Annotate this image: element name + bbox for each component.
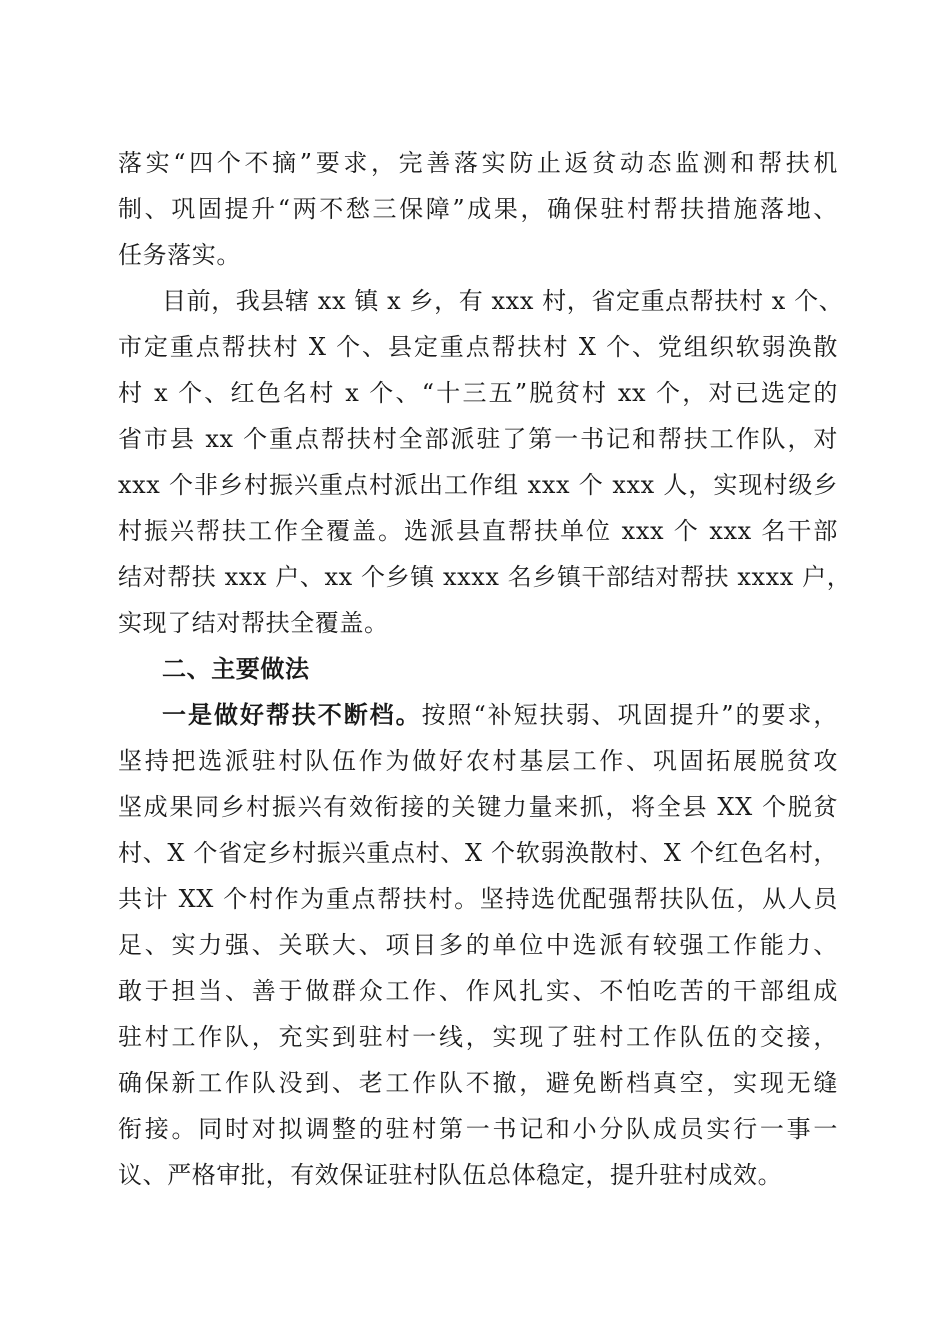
- text-line: 驻村工作队，充实到驻村一线，实现了驻村工作队伍的交接，: [118, 1023, 838, 1051]
- text-line: 任务落实。: [118, 241, 241, 269]
- text-line: [118, 692, 838, 738]
- section-heading-text: 二、主要做法: [162, 655, 310, 683]
- text-line: 市定重点帮扶村 X 个、县定重点帮扶村 X 个、党组织软弱涣散: [118, 333, 838, 361]
- text-line: 落实“四个不摘”要求，完善落实防止返贫动态监测和帮扶机: [118, 149, 838, 177]
- text-line: 村、X 个省定乡村振兴重点村、X 个软弱涣散村、X 个红色名村，: [118, 839, 838, 867]
- text-line: 结对帮扶 xxx 户、xx 个乡镇 xxxx 名乡镇干部结对帮扶 xxxx 户，: [118, 563, 852, 591]
- text-line: 敢于担当、善于做群众工作、作风扎实、不怕吃苦的干部组成: [118, 977, 838, 1005]
- text-line: 足、实力强、关联大、项目多的单位中选派有较强工作能力、: [118, 931, 838, 959]
- text-line: 省市县 xx 个重点帮扶村全部派驻了第一书记和帮扶工作队，对: [118, 425, 838, 453]
- paragraph-current-status: [118, 278, 852, 646]
- section-heading: [118, 646, 838, 692]
- text-line: xxx 个非乡村振兴重点村派出工作组 xxx 个 xxx 人，实现村级乡: [118, 471, 838, 499]
- text-line: 实现了结对帮扶全覆盖。: [118, 609, 389, 637]
- text-line: 确保新工作队没到、老工作队不撤，避免断档真空，实现无缝: [118, 1069, 838, 1097]
- text-line: 坚持把选派驻村队伍作为做好农村基层工作、巩固拓展脱贫攻: [118, 747, 838, 775]
- text-line: 村 x 个、红色名村 x 个、“十三五”脱贫村 xx 个，对已选定的: [118, 379, 838, 407]
- text-line: 目前，我县辖 xx 镇 x 乡，有 xxx 村，省定重点帮扶村 x 个、: [162, 287, 844, 315]
- paragraph-intro: [118, 140, 838, 278]
- text-line: 共计 XX 个村作为重点帮扶村。坚持选优配强帮扶队伍，从人员: [118, 885, 838, 913]
- paragraph-practice-one: [118, 692, 838, 1198]
- paragraph-lead-rest: 按照“补短扶弱、巩固提升”的要求，: [421, 701, 838, 729]
- text-line: 坚成果同乡村振兴有效衔接的关键力量来抓，将全县 XX 个脱贫: [118, 793, 838, 821]
- document-body: [118, 140, 852, 1198]
- text-line: 村振兴帮扶工作全覆盖。选派县直帮扶单位 xxx 个 xxx 名干部: [118, 517, 838, 545]
- paragraph-lead: 一是做好帮扶不断档。: [162, 700, 422, 729]
- text-line: 议、严格审批，有效保证驻村队伍总体稳定，提升驻村成效。: [118, 1161, 783, 1189]
- text-line: 制、巩固提升“两不愁三保障”成果，确保驻村帮扶措施落地、: [118, 195, 838, 223]
- text-line: 衔接。同时对拟调整的驻村第一书记和小分队成员实行一事一: [118, 1115, 838, 1143]
